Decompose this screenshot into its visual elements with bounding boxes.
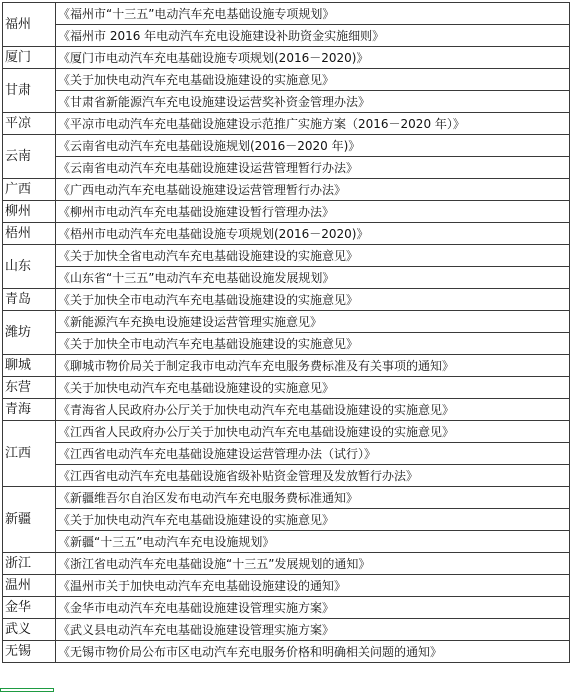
document-cell[interactable]: 《云南省电动汽车充电基础设施建设运营管理暂行办法》 xyxy=(56,157,570,179)
document-cell[interactable]: 《云南省电动汽车充电基础设施规划(2016－2020 年)》 xyxy=(56,135,570,157)
document-cell[interactable]: 《关于加快电动汽车充电基础设施建设的实施意见》 xyxy=(56,69,570,91)
table-row xyxy=(3,553,570,575)
document-cell[interactable]: 《武义县电动汽车充电基础设施建设管理实施方案》 xyxy=(56,619,570,641)
document-cell[interactable]: 《平凉市电动汽车充电基础设施建设示范推广实施方案（2016－2020 年）》 xyxy=(56,113,570,135)
document-cell[interactable]: 《新疆“十三五”电动汽车充电设施规划》 xyxy=(56,531,570,553)
document-cell[interactable]: 《厦门市电动汽车充电基础设施专项规划(2016－2020)》 xyxy=(56,47,570,69)
document-cell[interactable]: 《浙江省电动汽车充电基础设施“十三五”发展规划的通知》 xyxy=(56,553,570,575)
table-row xyxy=(3,421,570,443)
document-cell[interactable]: 《关于加快全省电动汽车充电基础设施建设的实施意见》 xyxy=(56,245,570,267)
table-row xyxy=(3,597,570,619)
document-cell[interactable]: 《青海省人民政府办公厅关于加快电动汽车充电基础设施建设的实施意见》 xyxy=(56,399,570,421)
table-row xyxy=(3,443,570,465)
document-cell[interactable]: 《温州市关于加快电动汽车充电基础设施建设的通知》 xyxy=(56,575,570,597)
table-row xyxy=(3,465,570,487)
region-cell[interactable]: 广西 xyxy=(3,179,56,201)
document-cell[interactable]: 《关于加快全市电动汽车充电基础设施建设的实施意见》 xyxy=(56,289,570,311)
document-cell[interactable]: 《关于加快全市电动汽车充电基础设施建设的实施意见》 xyxy=(56,333,570,355)
region-cell[interactable]: 新疆 xyxy=(3,487,56,553)
table-row xyxy=(3,355,570,377)
region-cell[interactable]: 温州 xyxy=(3,575,56,597)
table-row xyxy=(3,157,570,179)
region-cell[interactable]: 潍坊 xyxy=(3,311,56,355)
region-cell[interactable]: 金华 xyxy=(3,597,56,619)
region-cell[interactable]: 厦门 xyxy=(3,47,56,69)
document-cell[interactable]: 《甘肃省新能源汽车充电设施建设运营奖补资金管理办法》 xyxy=(56,91,570,113)
table-row xyxy=(3,289,570,311)
table-row xyxy=(3,69,570,91)
table-row xyxy=(3,135,570,157)
table-row xyxy=(3,91,570,113)
document-cell[interactable]: 《金华市电动汽车充电基础设施建设管理实施方案》 xyxy=(56,597,570,619)
document-cell[interactable]: 《福州市“十三五”电动汽车充电基础设施专项规划》 xyxy=(56,3,570,25)
table-row xyxy=(3,179,570,201)
region-cell[interactable]: 云南 xyxy=(3,135,56,179)
document-cell[interactable]: 《柳州市电动汽车充电基础设施建设暂行管理办法》 xyxy=(56,201,570,223)
region-cell[interactable]: 武义 xyxy=(3,619,56,641)
region-cell[interactable]: 浙江 xyxy=(3,553,56,575)
selected-cell-indicator[interactable] xyxy=(0,688,54,692)
region-cell[interactable]: 青海 xyxy=(3,399,56,421)
region-cell[interactable]: 梧州 xyxy=(3,223,56,245)
table-row xyxy=(3,3,570,25)
document-cell[interactable]: 《无锡市物价局公布市区电动汽车充电服务价格和明确相关问题的通知》 xyxy=(56,641,570,663)
document-cell[interactable]: 《梧州市电动汽车充电基础设施专项规划(2016－2020)》 xyxy=(56,223,570,245)
region-cell[interactable]: 平凉 xyxy=(3,113,56,135)
table-row xyxy=(3,377,570,399)
table-row xyxy=(3,201,570,223)
table-row xyxy=(3,333,570,355)
document-cell[interactable]: 《广西电动汽车充电基础设施建设运营管理暂行办法》 xyxy=(56,179,570,201)
table-row xyxy=(3,267,570,289)
document-cell[interactable]: 《新能源汽车充换电设施建设运营管理实施意见》 xyxy=(56,311,570,333)
table-row xyxy=(3,487,570,509)
region-cell[interactable]: 甘肃 xyxy=(3,69,56,113)
document-cell[interactable]: 《江西省人民政府办公厅关于加快电动汽车充电基础设施建设的实施意见》 xyxy=(56,421,570,443)
document-cell[interactable]: 《关于加快电动汽车充电基础设施建设的实施意见》 xyxy=(56,377,570,399)
table-row xyxy=(3,245,570,267)
document-cell[interactable]: 《山东省“十三五”电动汽车充电基础设施发展规划》 xyxy=(56,267,570,289)
table-row xyxy=(3,25,570,47)
document-cell[interactable]: 《江西省电动汽车充电基础设施省级补贴资金管理及发放暂行办法》 xyxy=(56,465,570,487)
document-cell[interactable]: 《关于加快电动汽车充电基础设施建设的实施意见》 xyxy=(56,509,570,531)
table-body xyxy=(3,3,570,663)
document-cell[interactable]: 《聊城市物价局关于制定我市电动汽车充电服务费标准及有关事项的通知》 xyxy=(56,355,570,377)
document-cell[interactable]: 《新疆维吾尔自治区发布电动汽车充电服务费标准通知》 xyxy=(56,487,570,509)
table-row xyxy=(3,575,570,597)
table-row xyxy=(3,531,570,553)
table-row xyxy=(3,311,570,333)
document-cell[interactable]: 《江西省电动汽车充电基础设施建设运营管理办法（试行）》 xyxy=(56,443,570,465)
table-row xyxy=(3,509,570,531)
table-row xyxy=(3,619,570,641)
region-cell[interactable]: 无锡 xyxy=(3,641,56,663)
table-row xyxy=(3,399,570,421)
region-cell[interactable]: 江西 xyxy=(3,421,56,487)
table-row xyxy=(3,47,570,69)
table-row xyxy=(3,113,570,135)
policy-table xyxy=(2,2,570,663)
region-cell[interactable]: 福州 xyxy=(3,3,56,47)
region-cell[interactable]: 山东 xyxy=(3,245,56,289)
region-cell[interactable]: 东营 xyxy=(3,377,56,399)
table-row xyxy=(3,223,570,245)
region-cell[interactable]: 聊城 xyxy=(3,355,56,377)
table-row xyxy=(3,641,570,663)
document-cell[interactable]: 《福州市 2016 年电动汽车充电设施建设补助资金实施细则》 xyxy=(56,25,570,47)
region-cell[interactable]: 青岛 xyxy=(3,289,56,311)
region-cell[interactable]: 柳州 xyxy=(3,201,56,223)
